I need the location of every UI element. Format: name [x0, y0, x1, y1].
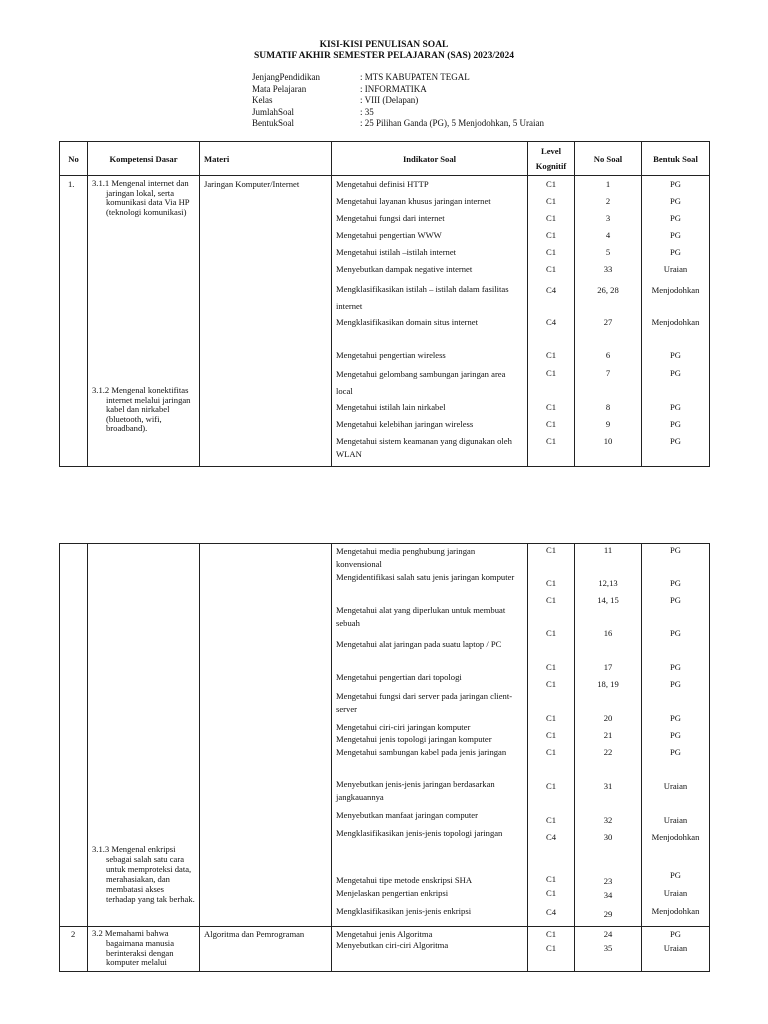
question-type: PG	[670, 368, 681, 378]
question-type: PG	[670, 662, 681, 672]
question-grid-table-2	[59, 543, 710, 972]
indikator-cell	[332, 927, 528, 972]
info-row	[252, 107, 544, 119]
info-value: : MTS KABUPATEN TEGAL	[360, 72, 470, 82]
document-title: KISI-KISI PENULISAN SOAL	[319, 40, 449, 50]
indicator-text: Mengklasifikasikan domain situs internet	[336, 317, 479, 327]
indicator-text: Mengetahui alat jaringan pada suatu laptop / PC	[336, 639, 502, 649]
info-row	[252, 84, 544, 96]
level-value: C1	[545, 874, 557, 884]
level-value: C1	[545, 781, 557, 791]
question-number: 14, 15	[597, 595, 619, 605]
indicator-text: Mengetahui sistem keamanan yang digunakan oleh WLAN	[336, 436, 512, 459]
question-number: 5	[605, 247, 611, 257]
level-value: C4	[545, 285, 557, 295]
kd-text: 3.1.3 Mengenal enkripsi sebagai salah satu cara untuk memproteksi data, merahasiakan, dan membatasi akses terhadap yang tak berhak.	[92, 844, 195, 904]
question-number: 20	[603, 713, 613, 723]
info-value: : VIII (Delapan)	[360, 95, 419, 105]
question-type: Uraian	[663, 943, 688, 953]
indicator-text: Menyebutkan jenis-jenis jaringan berdasarkan jangkauannya	[336, 779, 495, 802]
kd-text: 3.2 Memahami bahwa bagaimana manusia berinteraksi dengan komputer melalui	[92, 928, 175, 968]
indicator-text: Mengetahui alat yang diperlukan untuk membuat sebuah	[336, 605, 506, 628]
column-header-materi: Materi	[200, 142, 332, 176]
question-number: 1	[605, 179, 611, 189]
bentuk-cell	[642, 927, 710, 972]
level-value: C1	[545, 943, 557, 953]
info-value: : 25 Pilihan Ganda (PG), 5 Menjodohkan, 5 Uraian	[360, 118, 544, 128]
level-value: C1	[545, 350, 557, 360]
indicator-text: Mengetahui ciri-ciri jaringan komputer	[336, 722, 471, 732]
no-soal-cell	[575, 927, 642, 972]
question-type: Uraian	[663, 815, 688, 825]
indicator-text: Mengidentifikasi salah satu jenis jaringan komputer	[336, 572, 515, 582]
question-type: PG	[670, 595, 681, 605]
question-number: 34	[603, 890, 613, 900]
indicator-text: Mengetahui istilah lain nirkabel	[336, 402, 446, 412]
question-number: 2	[605, 196, 611, 206]
question-type: Uraian	[663, 781, 688, 791]
question-type: Menjodohkan	[651, 832, 700, 842]
materi-cell	[200, 927, 332, 972]
question-type: PG	[670, 247, 681, 257]
level-value: C1	[545, 196, 557, 206]
question-number: 31	[603, 781, 613, 791]
question-type: PG	[670, 419, 681, 429]
indicator-text: Mengetahui istilah –istilah internet	[336, 247, 457, 257]
level-value: C1	[545, 419, 557, 429]
level-value: C4	[545, 832, 557, 842]
level-cell	[528, 927, 575, 972]
column-header-kd: Kompetensi Dasar	[88, 142, 200, 176]
kd-cell	[88, 176, 200, 467]
level-value: C1	[545, 713, 557, 723]
table-header	[60, 142, 710, 176]
indicator-text: Mengetahui kelebihan jaringan wireless	[336, 419, 474, 429]
info-label: BentukSoal	[252, 118, 294, 128]
question-number: 18, 19	[597, 679, 619, 689]
question-type: Menjodohkan	[651, 317, 700, 327]
question-number: 26, 28	[597, 285, 619, 295]
indicator-text: Mengetahui fungsi dari internet	[336, 213, 445, 223]
question-number: 23	[603, 876, 613, 886]
indicator-text: Menyebutkan ciri-ciri Algoritma	[336, 940, 449, 950]
question-number: 6	[605, 350, 611, 360]
level-value: C1	[545, 578, 557, 588]
question-number: 10	[603, 436, 613, 446]
question-number: 24	[603, 929, 613, 939]
level-value: C1	[545, 264, 557, 274]
materi-cell	[200, 544, 332, 927]
info-value: : 35	[360, 106, 374, 117]
level-value: C1	[545, 213, 557, 223]
indicator-text: Menyebutkan manfaat jaringan computer	[336, 810, 478, 820]
level-value: C1	[545, 436, 557, 446]
table-row	[60, 176, 710, 467]
indicator-text: Mengetahui pengertian WWW	[336, 230, 442, 240]
question-type: PG	[670, 230, 681, 240]
no-cell	[60, 544, 88, 927]
question-number: 16	[603, 628, 613, 638]
question-number: 17	[603, 662, 613, 672]
column-header-bentuk: Bentuk Soal	[642, 142, 710, 176]
question-type: PG	[670, 196, 681, 206]
question-number: 7	[605, 368, 611, 378]
level-value: C1	[545, 628, 557, 638]
kd-text: 3.1.1 Mengenal internet dan jaringan lokal, serta komunikasi data Via HP (teknologi komunikasi)	[92, 178, 190, 217]
indicator-text: Mengetahui jenis topologi jaringan komputer	[336, 734, 492, 744]
level-value: C1	[545, 929, 557, 939]
question-type: PG	[670, 929, 681, 939]
column-header-level: Level Kognitif	[528, 142, 575, 176]
column-header-indikator: Indikator Soal	[332, 142, 528, 176]
bentuk-cell	[642, 544, 710, 927]
info-label: Kelas	[252, 95, 273, 105]
question-number: 33	[603, 264, 613, 274]
question-type: Menjodohkan	[651, 906, 700, 916]
question-type: Uraian	[663, 264, 688, 274]
indicator-text: Mengetahui gelombang sambungan jaringan area local	[336, 369, 506, 396]
question-type: PG	[670, 713, 681, 723]
question-grid-table-1	[59, 141, 710, 467]
question-number: 35	[603, 943, 613, 953]
kd-cell	[88, 544, 200, 927]
question-type: PG	[670, 213, 681, 223]
indikator-cell	[332, 544, 528, 927]
level-value: C4	[545, 317, 557, 327]
level-value: C1	[545, 247, 557, 257]
question-number: 9	[605, 419, 611, 429]
no-soal-cell	[575, 176, 642, 467]
indicator-text: Mengetahui sambungan kabel pada jenis jaringan	[336, 747, 507, 757]
info-row	[252, 72, 544, 84]
materi-text: Algoritma dan Pemrograman	[204, 929, 305, 939]
indicator-text: Mengetahui pengertian wireless	[336, 350, 446, 360]
info-row	[252, 95, 544, 107]
indicator-text: Mengklasifikasikan istilah – istilah dalam fasilitas internet	[336, 284, 509, 311]
level-cell	[528, 176, 575, 467]
question-number: 27	[603, 317, 613, 327]
indicator-text: Menyebutkan dampak negative internet	[336, 264, 473, 274]
document-info	[252, 72, 544, 130]
question-type: PG	[670, 730, 681, 740]
indicator-text: Mengklasifikasikan jenis-jenis topologi jaringan	[336, 828, 503, 838]
info-label: Mata Pelajaran	[252, 83, 307, 94]
kd-text: 3.1.2 Mengenal konektifitas internet melalui jaringan kabel dan nirkabel (bluetooth, wifi, broadband).	[92, 385, 191, 434]
level-value: C1	[545, 662, 557, 672]
no-cell	[60, 927, 88, 972]
level-value: C1	[545, 595, 557, 605]
question-number: 22	[603, 747, 613, 757]
question-number: 3	[605, 213, 611, 223]
question-number: 30	[603, 832, 613, 842]
indicator-text: Mengetahui fungsi dari server pada jaringan client-server	[336, 691, 513, 714]
question-number: 29	[603, 909, 613, 919]
indicator-text: Mengetahui media penghubung jaringan konvensional	[336, 546, 476, 569]
level-value: C1	[545, 730, 557, 740]
indicator-text: Menjelaskan pengertian enkripsi	[336, 888, 449, 898]
question-number: 12,13	[598, 578, 618, 588]
question-type: Uraian	[663, 888, 688, 898]
question-type: PG	[670, 747, 681, 757]
level-value: C1	[545, 747, 557, 757]
no-soal-cell	[575, 544, 642, 927]
level-value: C1	[545, 679, 557, 689]
indicator-text: Mengklasifikasikan jenis-jenis enkripsi	[336, 906, 472, 916]
indicator-text: Mengetahui tipe metode enskripsi SHA	[336, 875, 473, 885]
level-value: C1	[545, 815, 557, 825]
level-value: C1	[545, 545, 557, 555]
column-header-no-soal: No Soal	[575, 142, 642, 176]
indicator-text: Mengetahui jenis Algoritma	[336, 929, 433, 939]
kd-cell	[88, 927, 200, 972]
question-type: Menjodohkan	[651, 285, 700, 295]
question-type: PG	[670, 402, 681, 412]
document-subtitle: SUMATIF AKHIR SEMESTER PELAJARAN (SAS) 2023/2024	[254, 51, 514, 61]
question-type: PG	[670, 870, 681, 880]
table-row	[60, 544, 710, 927]
table-row	[60, 927, 710, 972]
row-number: 1.	[68, 179, 75, 189]
level-cell	[528, 544, 575, 927]
row-number: 2	[71, 929, 76, 939]
indicator-text: Mengetahui layanan khusus jaringan internet	[336, 196, 491, 206]
info-row	[252, 118, 544, 130]
info-label: JumlahSoal	[252, 106, 294, 117]
indicator-text: Mengetahui definisi HTTP	[336, 179, 429, 189]
column-header-no: No	[60, 142, 88, 176]
info-label: JenjangPendidikan	[252, 72, 320, 82]
question-number: 8	[605, 402, 611, 412]
materi-cell	[200, 176, 332, 467]
question-type: PG	[670, 436, 681, 446]
question-type: PG	[670, 628, 681, 638]
indikator-cell	[332, 176, 528, 467]
level-value: C1	[545, 402, 557, 412]
level-value: C1	[545, 368, 557, 378]
question-type: PG	[670, 679, 681, 689]
question-number: 4	[605, 230, 611, 240]
materi-text: Jaringan Komputer/Internet	[204, 179, 300, 189]
question-type: PG	[670, 578, 681, 588]
question-type: PG	[670, 545, 681, 555]
question-number: 21	[603, 730, 613, 740]
question-type: PG	[670, 179, 681, 189]
question-number: 32	[603, 815, 613, 825]
question-type: PG	[670, 350, 681, 360]
info-value: : INFORMATIKA	[360, 83, 427, 94]
indicator-text: Mengetahui pengertian dari topologi	[336, 672, 462, 682]
level-value: C1	[545, 888, 557, 898]
no-cell	[60, 176, 88, 467]
question-number: 11	[603, 545, 613, 555]
level-value: C4	[545, 907, 557, 917]
level-value: C1	[545, 230, 557, 240]
level-value: C1	[545, 179, 557, 189]
bentuk-cell	[642, 176, 710, 467]
